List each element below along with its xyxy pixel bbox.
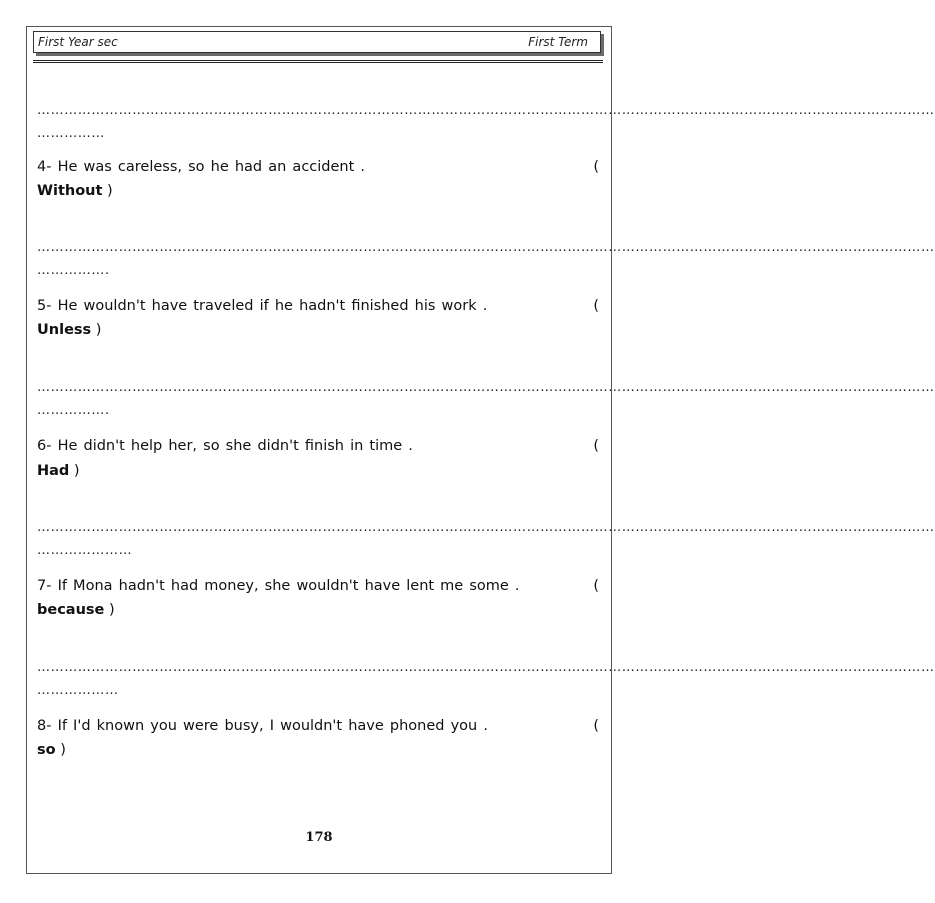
question-text: 5- He wouldn't have traveled if he hadn't finished his work . <box>37 298 488 314</box>
question-paren-open: ( <box>593 438 599 454</box>
question-paren-open: ( <box>593 578 599 594</box>
answer-line: ……………………………………………………………………………………………………………………………………………………………………………… <box>37 103 935 118</box>
header-left-label: First Year sec <box>38 35 118 49</box>
answer-line-continuation: ……………… <box>37 683 119 698</box>
answer-line: ……………………………………………………………………………………………………………………………………………………………………………… <box>37 660 935 675</box>
cue-word: because <box>37 602 105 618</box>
question-text: 7- If Mona hadn't had money, she wouldn't have lent me some . <box>37 578 520 594</box>
cue-word: Without <box>37 183 103 199</box>
cue-word: Had <box>37 463 70 479</box>
answer-line: ……………………………………………………………………………………………………………………………………………………………………………… <box>37 380 935 395</box>
header-rule <box>33 60 603 63</box>
page-header <box>33 31 601 53</box>
answer-line-continuation: …………… <box>37 126 105 141</box>
answer-line-continuation: ……………. <box>37 403 110 418</box>
question-cue <box>37 461 80 481</box>
question-paren-open: ( <box>593 159 599 175</box>
question-text: 6- He didn't help her, so she didn't finish in time . <box>37 438 413 454</box>
question-paren-close: ) <box>107 183 113 199</box>
answer-line: ……………………………………………………………………………………………………………………………………………………………………………… <box>37 520 935 535</box>
cue-word: Unless <box>37 322 92 338</box>
header-right-label: First Term <box>528 35 588 49</box>
cue-word: so <box>37 742 56 758</box>
question-paren-close: ) <box>73 463 80 479</box>
question-cue <box>37 320 101 340</box>
question-cue <box>37 181 113 201</box>
question-paren-open: ( <box>593 298 599 314</box>
question-text: 8- If I'd known you were busy, I wouldn't have phoned you . <box>37 718 488 734</box>
question-paren-close: ) <box>60 742 66 758</box>
question-paren-open: ( <box>593 718 599 734</box>
page-number: 178 <box>305 830 333 845</box>
answer-line-continuation: ……………. <box>37 263 110 278</box>
question-text: 4- He was careless, so he had an accident . <box>37 159 366 175</box>
answer-line: ……………………………………………………………………………………………………………………………………………………………………………… <box>37 240 935 255</box>
question-cue <box>37 740 66 760</box>
question-cue <box>37 600 115 620</box>
answer-line-continuation: ………………… <box>37 543 133 558</box>
question-paren-close: ) <box>109 602 115 618</box>
question-paren-close: ) <box>95 322 102 338</box>
